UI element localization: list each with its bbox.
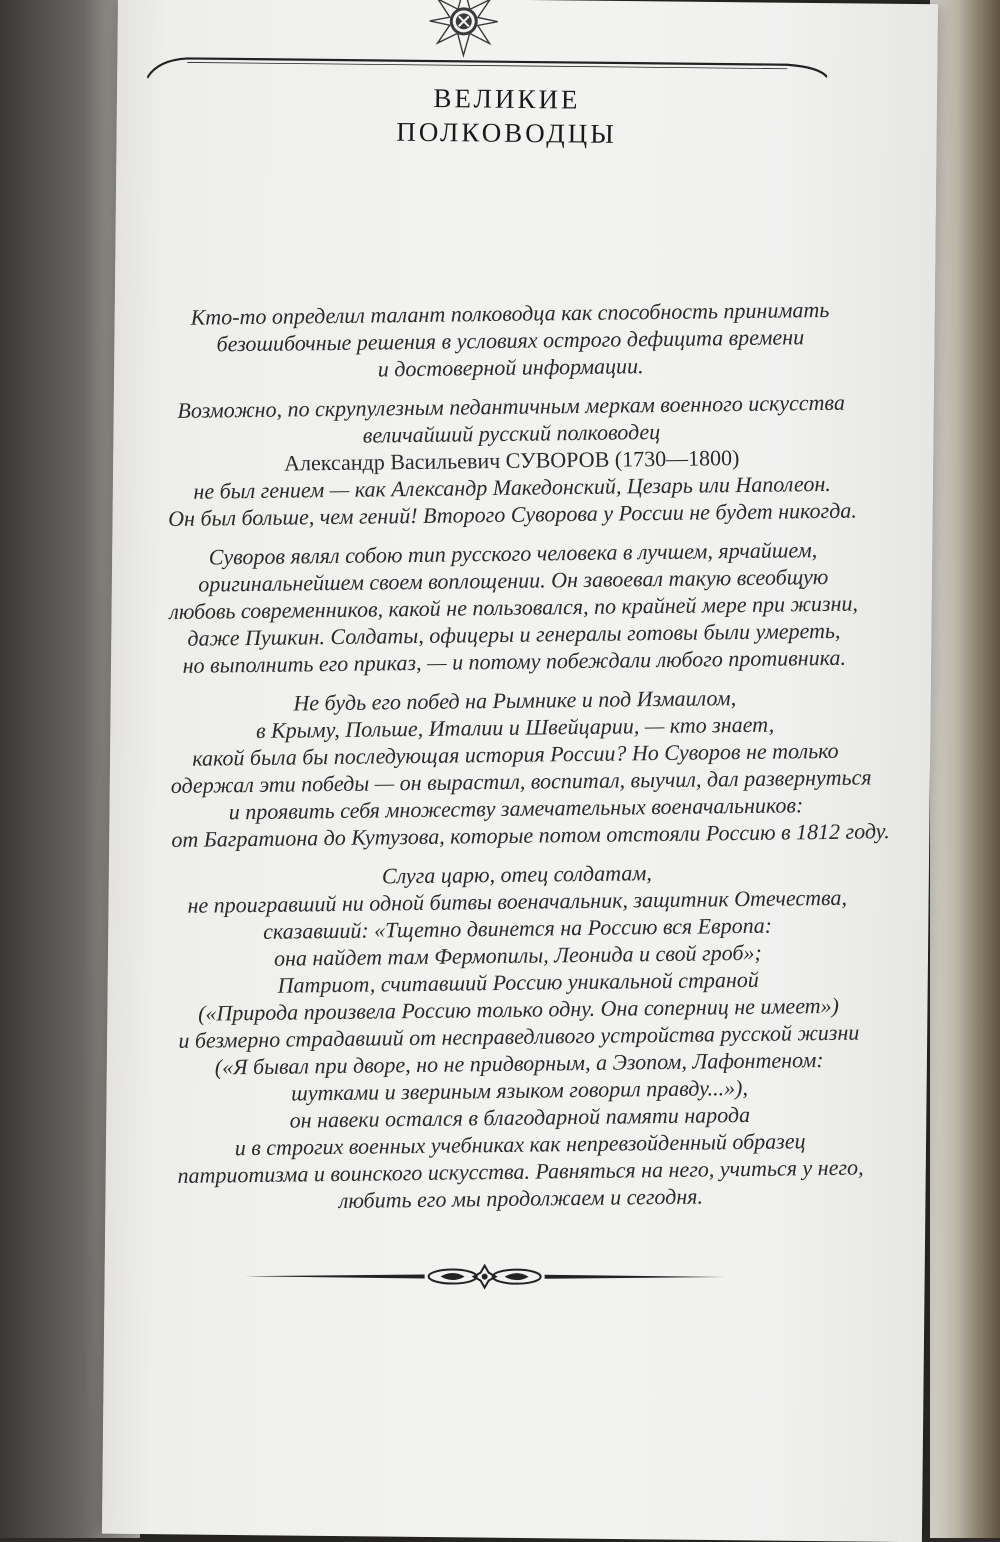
paragraph-4 (170, 683, 890, 853)
text-line: величайший русский полководец (362, 419, 661, 448)
text-line: она найдет там Фермопилы, Леонида и свой гроб»; (273, 939, 762, 971)
body-text (165, 296, 890, 1228)
text-line: Он был больше, чем гений! Второго Суворова у России не будет никогда. (168, 497, 857, 532)
text-line: не проигравший ни одной битвы военачальник, защитник Отечества, (187, 884, 848, 918)
text-line: Суворов являл собою тип русского человека в лучшем, ярчайшем, (208, 537, 818, 570)
text-line: даже Пушкин. Солдаты, офицеры и генералы готовы были умереть, (187, 617, 841, 651)
text-line: («Я бывал при дворе, но не придворным, а Эзопом, Лафонтеном: (214, 1047, 824, 1080)
star-order-emblem-icon (420, 0, 507, 60)
text-line: в Крыму, Польше, Италии и Швейцарии, — кто знает, (255, 711, 775, 743)
text-line: и проявить себя множеству замечательных военачальников: (228, 792, 804, 825)
text-line: он навеки остался в благодарной памяти народа (289, 1101, 751, 1133)
text-line: патриотизма и воинского искусства. Равняться на него, учиться у него, (177, 1154, 864, 1188)
text-line: Возможно, по скрупулезным педантичным меркам военного искусства (177, 389, 846, 423)
text-line: и в строгих военных учебниках как непревзойденный образец (234, 1128, 806, 1161)
text-line: Кто-то определил талант полководца как способность принимать (190, 296, 830, 330)
title-line-1: ВЕЛИКИЕ (433, 83, 581, 115)
text-line: Слуга царю, отец солдатам, (381, 860, 652, 889)
text-line: любовь современников, какой не пользовался, по крайней мере при жизни, (169, 590, 859, 625)
paragraph-1 (165, 296, 856, 385)
decorative-divider-icon (245, 1261, 725, 1292)
text-line: сказавший: «Тщетно двинется на Россию вся Европа: (262, 912, 773, 944)
paragraph-3 (168, 536, 860, 679)
text-line: шутками и звериным языком говорил правду...»), (290, 1074, 749, 1106)
text-line: и безмерно страдавший от несправедливого устройства русской жизни (178, 1019, 860, 1053)
text-line: какой была бы последующая история России? Но Суворов не только (192, 737, 839, 771)
text-line: («Природа произвела Россию только одну. Она соперниц не имеет») (197, 992, 840, 1026)
book-page (102, 0, 938, 1542)
text-line: Не будь его побед на Рымнике и под Измаилом, (293, 685, 737, 716)
text-line: Александр Васильевич СУВОРОВ (1730—1800) (284, 445, 740, 476)
text-line: безошибочные решения в условиях острого дефицита времени (216, 324, 805, 357)
text-line: и достоверной информации. (377, 353, 644, 382)
title-line-2: ПОЛКОВОДЦЫ (396, 116, 617, 149)
text-line: оригинальнейшем своем воплощении. Он завоевал такую всеобщую (198, 563, 829, 597)
paragraph-5 (172, 857, 866, 1216)
text-line: не был гением — как Александр Македонский, Цезарь или Наполеон. (193, 470, 831, 504)
text-line: одержал эти победы — он вырастил, воспитал, выучил, дал развернуться (170, 764, 872, 799)
text-line: от Багратиона до Кутузова, которые потом отстояли Россию в 1812 году. (171, 818, 890, 853)
paragraph-2 (166, 389, 858, 532)
text-line: Патриот, считавший Россию уникальной страной (277, 966, 759, 998)
text-line: но выполнить его приказ, — и потому побеждали любого противника. (182, 644, 847, 678)
text-line: любить его мы продолжаем и сегодня. (338, 1183, 704, 1213)
adjacent-book-edge (930, 0, 1000, 1538)
page-title (256, 79, 757, 152)
